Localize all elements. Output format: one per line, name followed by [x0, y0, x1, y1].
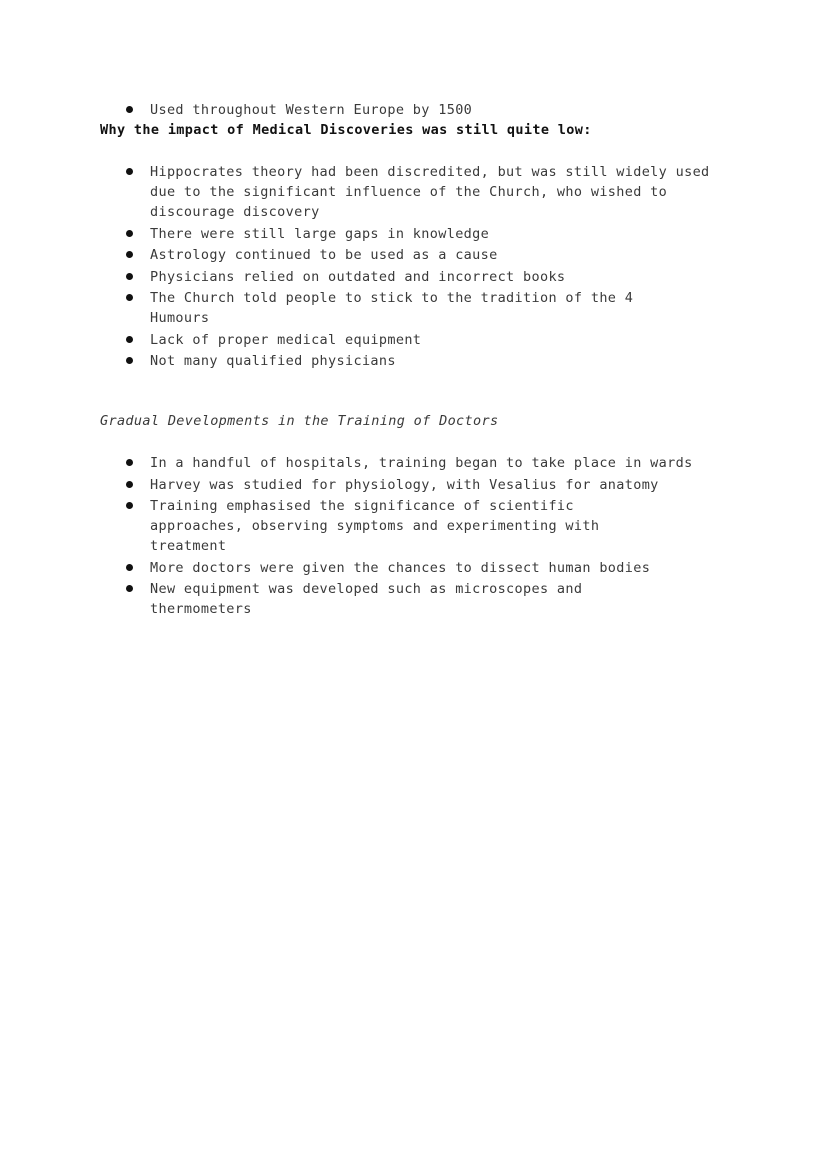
training-heading-block [100, 411, 740, 431]
bullet-icon [126, 273, 133, 280]
top-list-block [100, 100, 740, 122]
impact-list-block [100, 162, 740, 373]
list-item-text: Lack of proper medical equipment [150, 331, 422, 348]
list-item [100, 579, 740, 619]
top-bullet-list [100, 100, 740, 120]
bullet-icon [126, 481, 133, 488]
bullet-icon [126, 564, 133, 571]
list-item [100, 351, 740, 371]
bullet-icon [126, 585, 133, 592]
list-item [100, 453, 740, 473]
list-item-text: Physicians relied on outdated and incorrect books [150, 268, 566, 285]
bullet-icon [126, 459, 133, 466]
list-item-text: Not many qualified physicians [150, 353, 396, 369]
training-list-block [100, 453, 740, 621]
list-item [100, 162, 740, 222]
list-item [100, 558, 740, 578]
impact-bullet-list [100, 162, 740, 371]
list-item [100, 245, 740, 265]
list-item-text: Used throughout Western Europe by 1500 [150, 102, 473, 118]
bullet-icon [126, 251, 133, 258]
list-item-text: Hippocrates theory had been discredited, but was still widely used due to the significant influence of the Church, who wished to discourage discovery [150, 164, 710, 220]
training-heading: Gradual Developments in the Training of Doctors [100, 413, 499, 429]
bullet-icon [126, 357, 133, 364]
list-item-text: Harvey was studied for physiology, with Vesalius for anatomy [150, 476, 659, 493]
list-item-text: New equipment was developed such as microscopes and thermometers [150, 581, 583, 617]
list-item-text: There were still large gaps in knowledge [150, 225, 490, 242]
bullet-icon [126, 106, 133, 113]
list-item [100, 224, 740, 244]
bullet-icon [126, 502, 133, 509]
list-item [100, 267, 740, 287]
list-item [100, 475, 740, 495]
training-bullet-list [100, 453, 740, 619]
list-item-text: More doctors were given the chances to dissect human bodies [150, 559, 651, 576]
list-item [100, 100, 740, 120]
list-item-text: The Church told people to stick to the tradition of the 4 Humours [150, 290, 634, 326]
bullet-icon [126, 294, 133, 301]
bullet-icon [126, 168, 133, 175]
list-item [100, 330, 740, 350]
impact-heading-block [100, 120, 740, 140]
list-item-text: Training emphasised the significance of scientific approaches, observing symptoms and experimenting with treatment [150, 498, 600, 554]
bullet-icon [126, 336, 133, 343]
list-item [100, 288, 740, 328]
impact-heading: Why the impact of Medical Discoveries was still quite low: [100, 122, 592, 138]
list-item [100, 496, 740, 556]
bullet-icon [126, 230, 133, 237]
list-item-text: Astrology continued to be used as a cause [150, 247, 498, 263]
list-item-text: In a handful of hospitals, training began to take place in wards [150, 455, 693, 471]
